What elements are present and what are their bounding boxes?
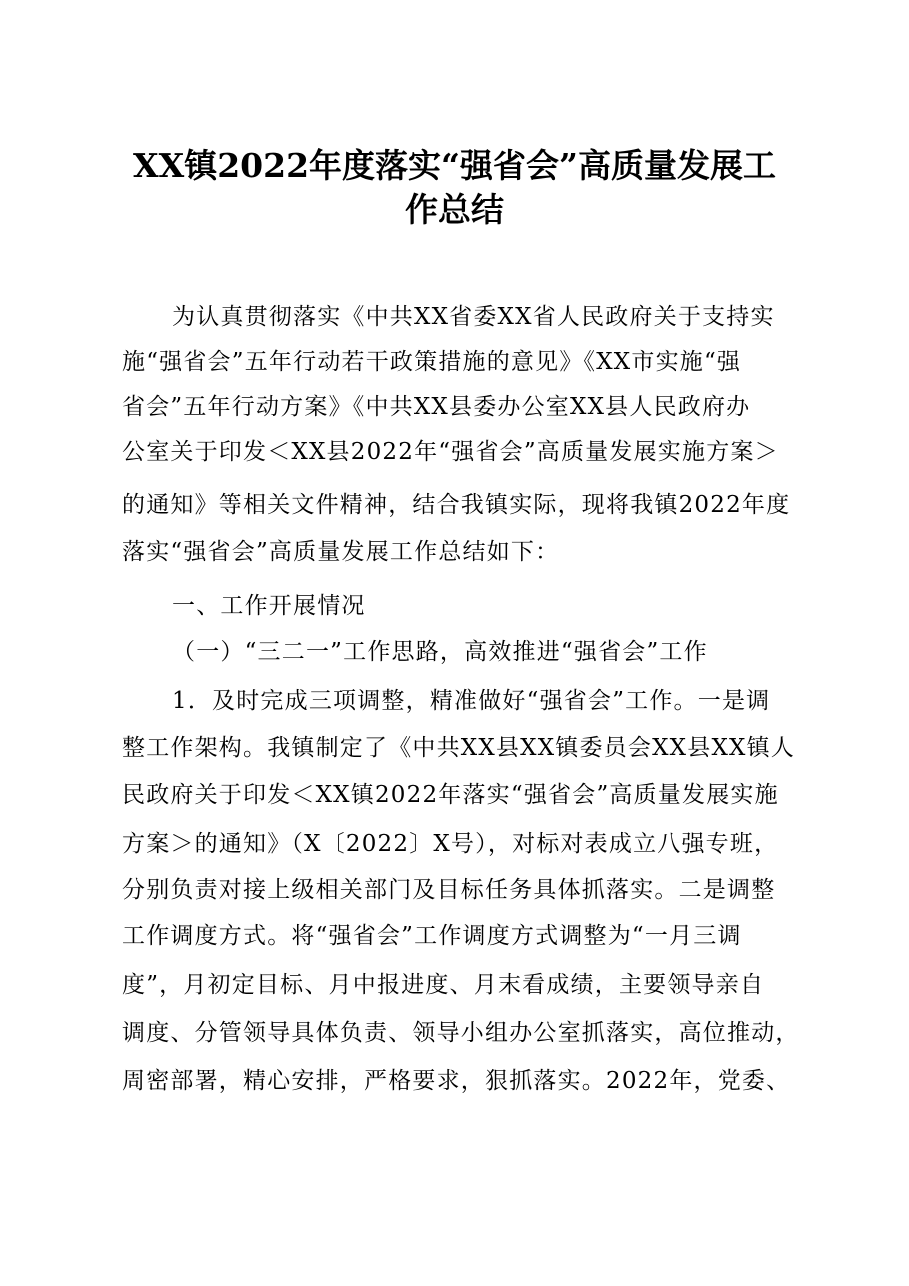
body-line: 方案＞的通知》（X〔2022〕X号），对标对表成立八强专班， bbox=[122, 831, 779, 857]
subsection-heading: （一）“三二一”工作思路，高效推进“强省会”工作 bbox=[172, 639, 708, 665]
body-line: 周密部署，精心安排，严格要求，狠抓落实。2022年，党委、 bbox=[122, 1068, 791, 1094]
body-line: 度”，月初定目标、月中报进度、月末看成绩，主要领导亲自 bbox=[122, 972, 765, 998]
body-line: 1．及时完成三项调整，精准做好“强省会”工作。一是调 bbox=[172, 688, 771, 714]
body-line: 施“强省会”五年行动若干政策措施的意见》《XX市实施“强 bbox=[122, 349, 742, 375]
document-title-line-1: XX镇2022年度落实“强省会”高质量发展工 bbox=[132, 146, 777, 185]
body-line: 落实“强省会”高质量发展工作总结如下： bbox=[122, 539, 560, 565]
body-line: 省会”五年行动方案》《中共XX县委办公室XX县人民政府办 bbox=[122, 394, 751, 420]
body-line: 工作调度方式。将“强省会”工作调度方式调整为“一月三调 bbox=[122, 923, 742, 949]
body-line: 民政府关于印发＜XX镇2022年落实“强省会”高质量发展实施 bbox=[122, 782, 779, 808]
body-line: 分别负责对接上级相关部门及目标任务具体抓落实。二是调整 bbox=[122, 877, 776, 903]
body-line: 的通知》等相关文件精神，结合我镇实际，现将我镇2022年度 bbox=[122, 492, 791, 518]
body-line: 公室关于印发＜XX县2022年“强省会”高质量发展实施方案＞ bbox=[122, 439, 779, 465]
body-line: 为认真贯彻落实《中共XX省委XX省人民政府关于支持实 bbox=[172, 304, 775, 330]
section-heading: 一、工作开展情况 bbox=[172, 593, 366, 619]
body-line: 调度、分管领导具体负责、领导小组办公室抓落实，高位推动， bbox=[122, 1020, 800, 1046]
document-title-line-2: 作总结 bbox=[405, 190, 504, 229]
body-line: 整工作架构。我镇制定了《中共XX县XX镇委员会XX县XX镇人 bbox=[122, 735, 795, 761]
